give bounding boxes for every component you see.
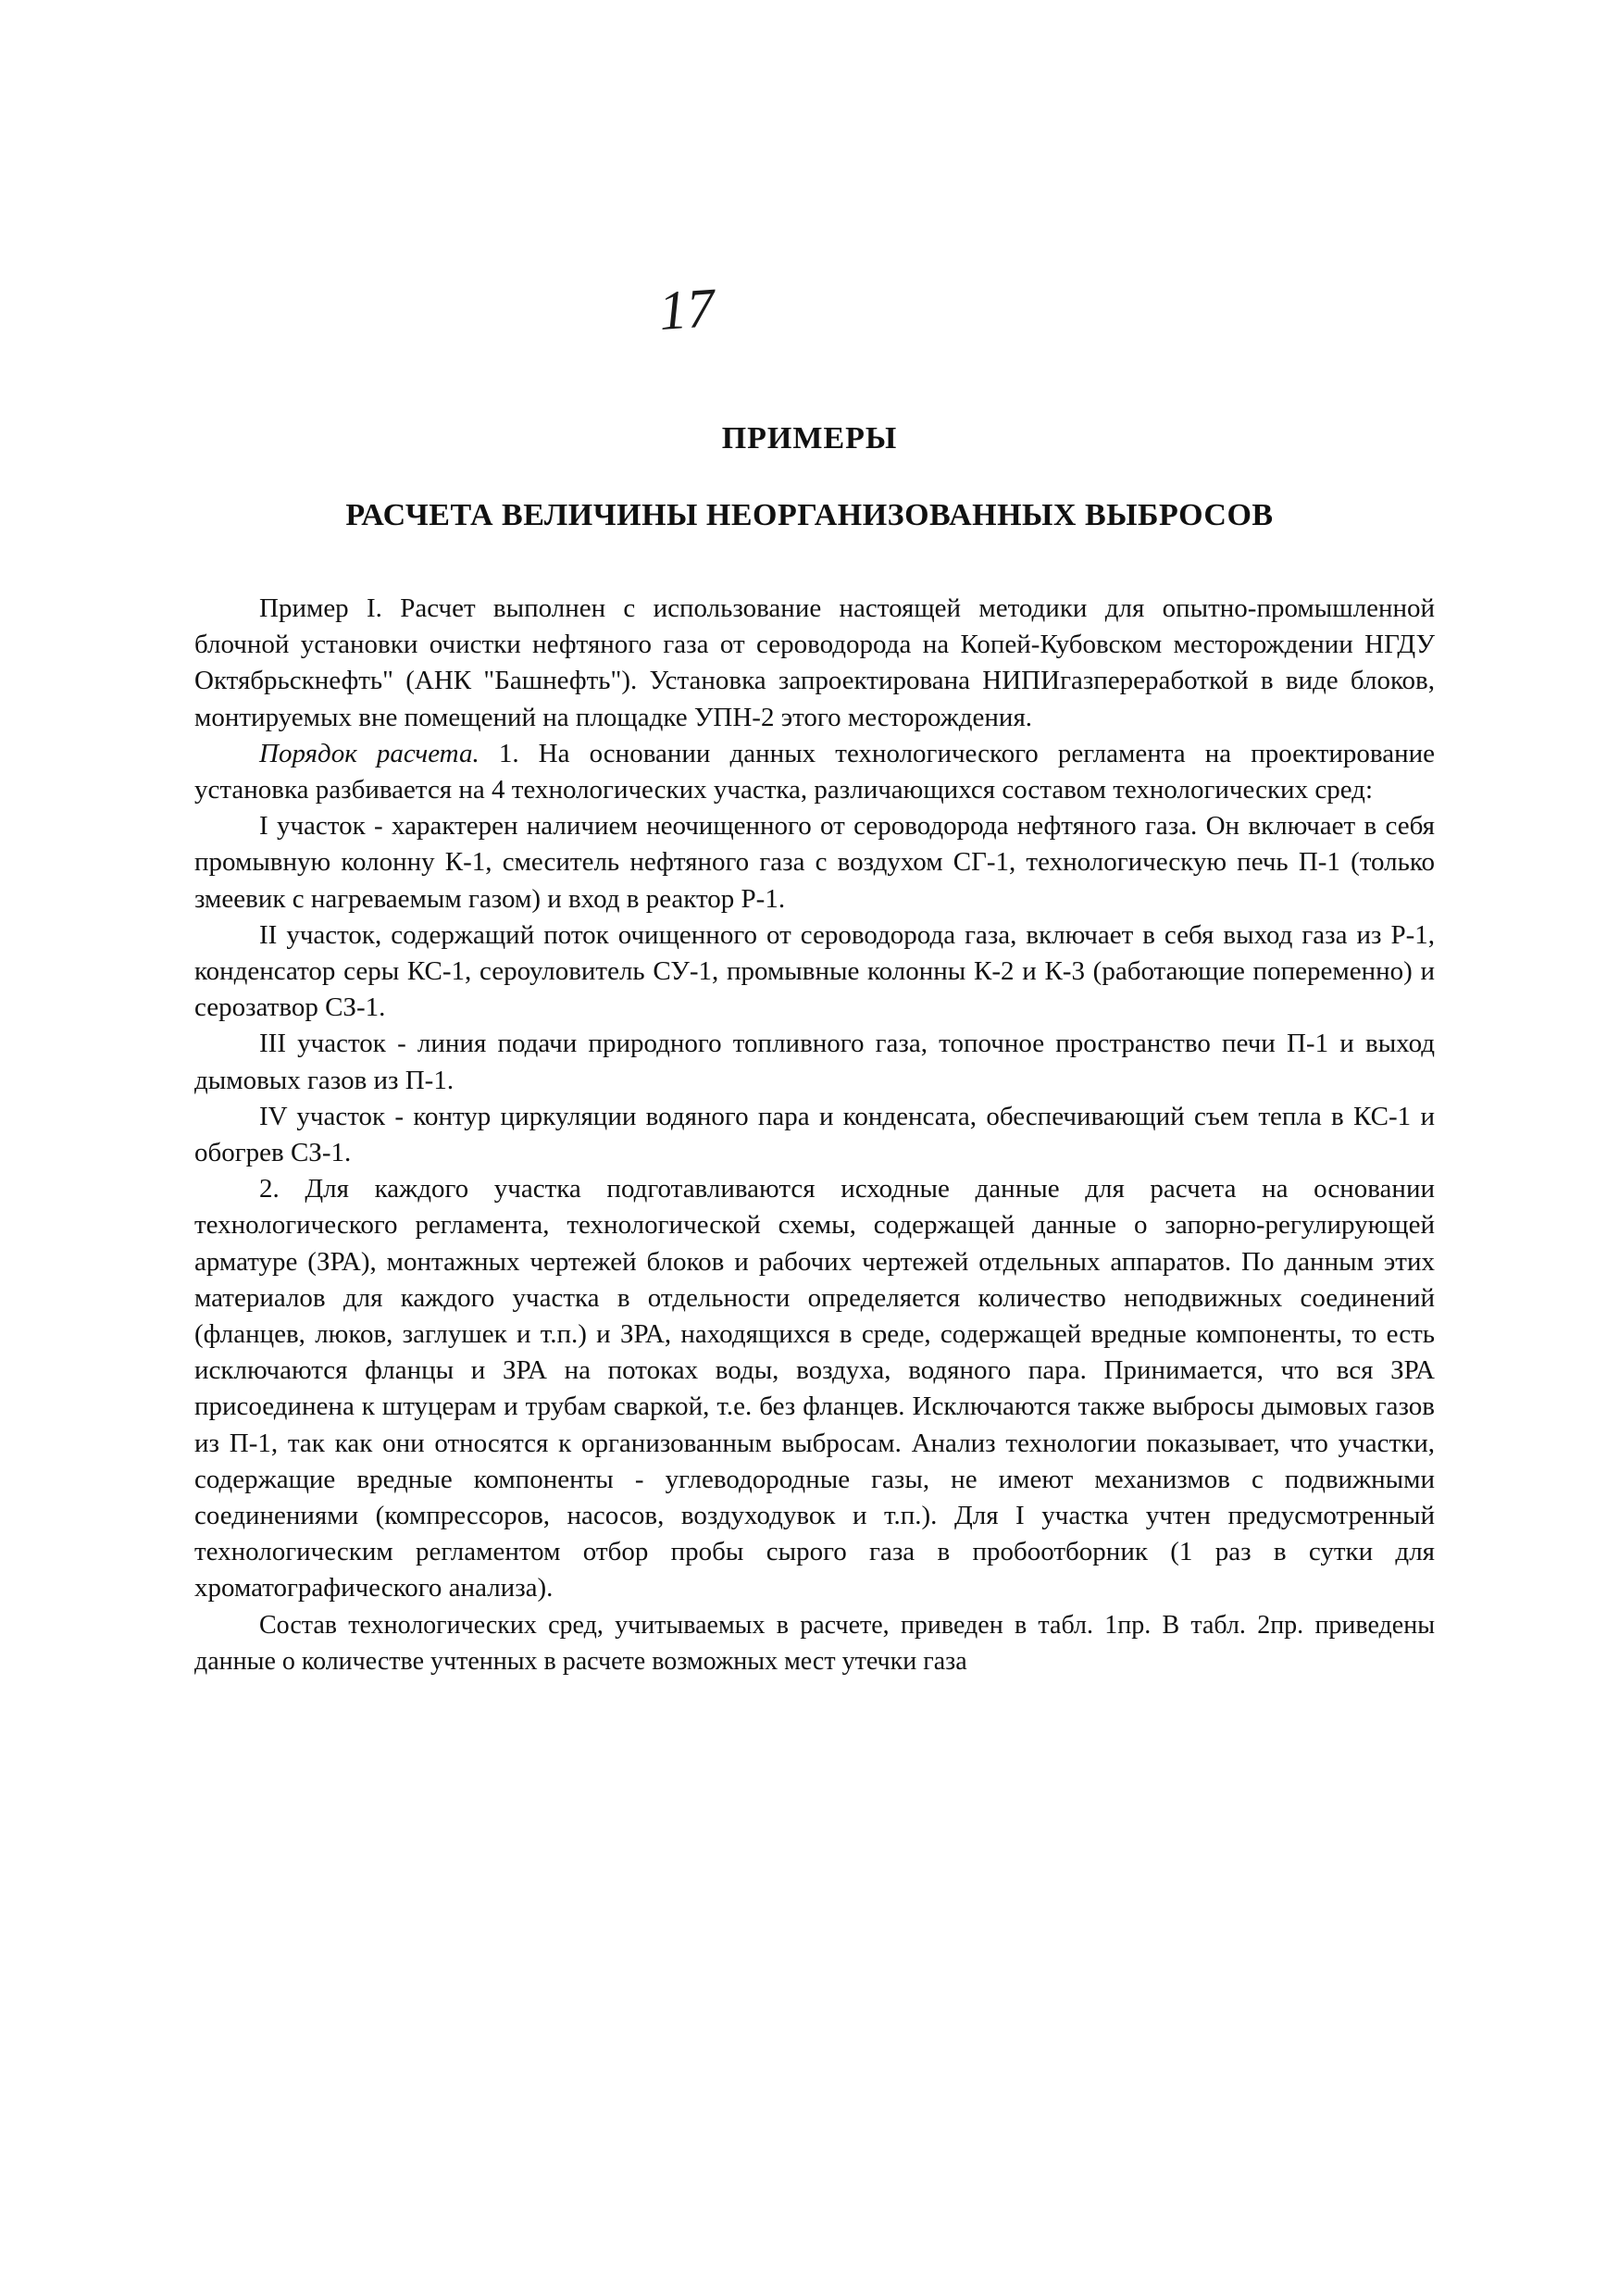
page-number: 17 (656, 276, 717, 343)
paragraph-section-4 (194, 1099, 1435, 1171)
paragraph-section-3 (194, 1026, 1435, 1098)
paragraph-section-1 (194, 808, 1435, 917)
paragraph-text: Состав технологических сред, учитываемых в расчете, приведен в табл. 1пр. В табл. 2пр. приведены данные о количестве учтенных в расчете возможных мест утечки газа (194, 1610, 1435, 1676)
page-subtitle: РАСЧЕТА ВЕЛИЧИНЫ НЕОРГАНИЗОВАННЫХ ВЫБРОСОВ (345, 498, 1274, 532)
paragraph-text: 2. Для каждого участка подготавливаются исходные данные для расчета на основании технологического регламента, технологической схемы, содержащей данные о запорно-регулирующей арматуре (ЗРА), монтажных чертежей блоков и рабочих чертежей отдельных аппаратов. По данным этих материалов для каждого участка в отдельности определяется количество неподвижных соединений (фланцев, люков, заглушек и т.п.) и ЗРА, находящихся в среде, содержащей вредные компоненты, то есть исключаются фланцы и ЗРА на потоках воды, воздуха, водяного пара. Принимается, что вся ЗРА присоединена к штуцерам и трубам сваркой, т.е. без фланцев. Исключаются также выбросы дымовых газов из П-1, так как они относятся к организованным выбросам. Анализ технологии показывает, что участки, содержащие вредные компоненты - углеводородные газы, не имеют механизмов с подвижными соединениями (компрессоров, насосов, воздуходувок и т.п.). Для I участка учтен предусмотренный технологическим регламентом отбор пробы сырого газа в пробоотборник (1 раз в сутки для хроматографического анализа). (194, 1174, 1435, 1603)
paragraph-text: Пример I. Расчет выполнен с использование настоящей методики для опытно-промышленной блочной установки очистки нефтяного газа от сероводорода на Копей-Кубовском месторождении НГДУ Октябрьскнефть" (АНК "Башнефть"). Установка запроектирована НИПИгазпереработкой в виде блоков, монтируемых вне помещений на площадке УПН-2 этого месторождения. (194, 593, 1435, 732)
paragraph-step-2 (194, 1171, 1435, 1606)
paragraph-composition (194, 1607, 1435, 1679)
paragraph-text: III участок - линия подачи природного топливного газа, топочное пространство печи П-1 и выход дымовых газов из П-1. (194, 1029, 1435, 1095)
paragraph-text: IV участок - контур циркуляции водяного пара и конденсата, обеспечивающий съем тепла в КС-1 и обогрев СЗ-1. (194, 1101, 1435, 1168)
paragraph-example-1 (194, 591, 1435, 736)
paragraph-text: I участок - характерен наличием неочищенного от сероводорода нефтяного газа. Он включает в себя промывную колонну К-1, смеситель нефтяного газа с воздухом СГ-1, технологическую печь П-1 (только змеевик с нагреваемым газом) и вход в реактор Р-1. (194, 811, 1435, 914)
paragraph-text: II участок, содержащий поток очищенного от сероводорода газа, включает в себя выход газа из Р-1, конденсатор серы КС-1, сероуловитель СУ-1, промывные колонны К-2 и К-3 (работающие попеременно) и серозатвор СЗ-1. (194, 919, 1435, 1023)
page-title: ПРИМЕРЫ (721, 421, 898, 455)
paragraph-lead: Порядок расчета. (259, 738, 479, 768)
paragraph-calculation-order (194, 736, 1435, 808)
paragraph-text: 1. На основании данных технологического регламента на проектирование установка разбивается на 4 технологических участка, различающихся составом технологических сред: (194, 738, 1435, 805)
paragraph-section-2 (194, 917, 1435, 1027)
document-body (194, 591, 1435, 1679)
